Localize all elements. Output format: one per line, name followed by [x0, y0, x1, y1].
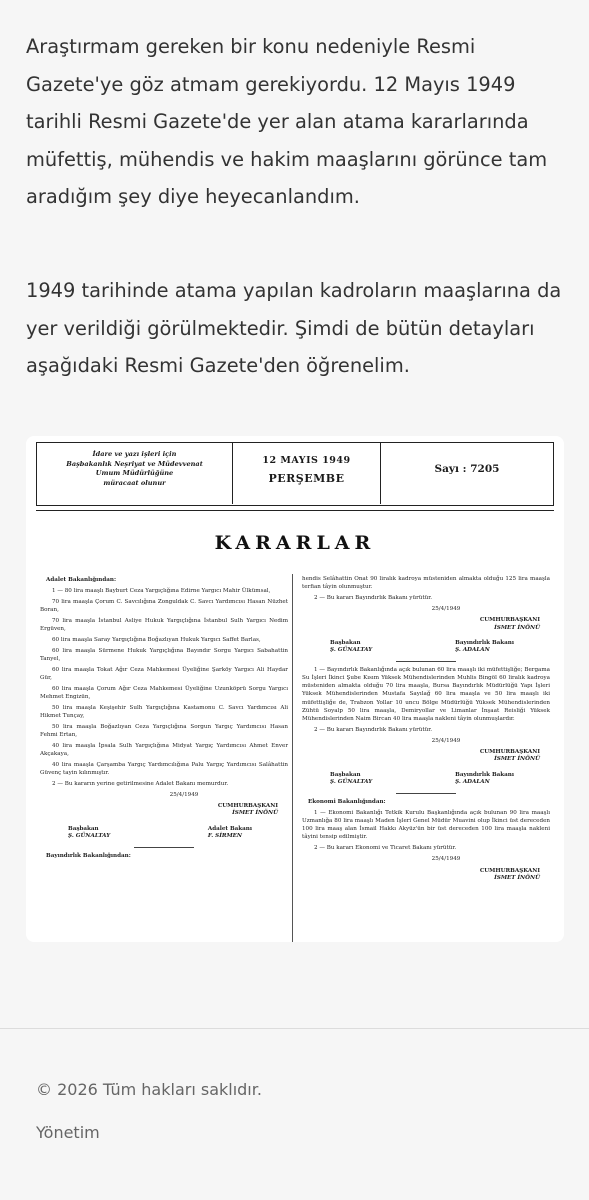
signatory-title: Bayındırlık Bakanı [455, 639, 514, 646]
signatory-name: F. SİRMEN [207, 833, 243, 840]
masthead-contact-line: Umum Müdürlüğüne [95, 469, 174, 477]
decree-item: 50 lira maaşla Boğazlıyan Ceza Yargıçlığına Sorgun Yargıç Yardımcısı Hasan Fehmi Ertan, [40, 723, 288, 738]
decree-item: 70 lira maaşla İstanbul Asliye Hukuk Yargıçlığına İstanbul Sulh Yargıcı Nedim Ergüven, [40, 618, 288, 633]
section-rule [396, 661, 456, 662]
decree-item: 50 lira maaşla Keşişehir Sulh Yargıçlığına Kastamonu C. Savcı Yardımcısı Ali Hikmet Tunçay, [40, 704, 288, 719]
section-title: Bayındırlık Bakanlığından: [46, 852, 131, 859]
signatory-name: Ş. GÜNALTAY [330, 647, 373, 654]
footer-divider [0, 1028, 589, 1029]
president-signature [302, 617, 540, 631]
president-title: CUMHURBAŞKANI [479, 617, 540, 624]
masthead-contact-line: Başbakanlık Neşriyat ve Müdevvenat [66, 459, 203, 468]
site-footer [36, 1080, 262, 1142]
president-title: CUMHURBAŞKANI [217, 803, 278, 810]
gazette-heading: KARARLAR [214, 532, 376, 554]
admin-link[interactable]: Yönetim [36, 1123, 100, 1142]
gazette-day: PERŞEMBE [268, 472, 345, 485]
gazette-right-column [302, 575, 550, 882]
president-signature [302, 868, 540, 882]
section-rule [134, 847, 194, 848]
article-paragraph-2: 1949 tarihinde atama yapılan kadroların maaşlarına da yer verildiği görülmektedir. Şimdi de bütün detayları aşağıdaki Resmi Gazete'den öğrenelim. [26, 279, 562, 377]
masthead-contact-line: İdare ve yazı işleri için [92, 450, 177, 458]
decree-date: 25/4/1949 [431, 856, 461, 863]
minister-signatures [330, 640, 514, 655]
decree-item: 40 lira maaşla Çarşamba Yargıç Yardımcılığına Palu Yargıç Yardımcısı Salâhattin Güvenç tayin kılınmıştır. [40, 761, 288, 776]
decree-date: 25/4/1949 [169, 792, 199, 798]
president-title: CUMHURBAŞKANI [479, 867, 540, 874]
signatory-name: Ş. ADALAN [455, 647, 490, 654]
gazette-left-column [40, 576, 288, 863]
article-paragraph-1: Araştırmam gereken bir konu nedeniyle Resmi Gazete'ye göz atmam gerekiyordu. 12 Mayıs 1949 tarihli Resmi Gazete'de yer alan atama kararlarında müfettiş, mühendis ve hakim maaşlarını görünce tam aradığım şey diye heyecanlandım. [26, 35, 548, 208]
signatory-title: Bayındırlık Bakanı [455, 771, 514, 778]
decree-note: 2 — Bu kararın yerine getirilmesine Adalet Bakanı memurdur. [52, 780, 229, 787]
president-signature [302, 749, 540, 763]
resmi-gazete-image [26, 436, 564, 942]
gazette-issue-number: Sayı : 7205 [434, 463, 500, 475]
column-separator [292, 574, 293, 942]
president-name: İSMET İNÖNÜ [494, 756, 540, 763]
masthead-rule [36, 510, 554, 511]
section-rule [396, 793, 456, 794]
decree-item: 60 lira maaşla Saray Yargıçlığına Boğazlıyan Hukuk Yargıcı Saffet Barlas, [52, 637, 261, 643]
signatory-title: Adalet Bakanı [207, 825, 252, 832]
signatory-title: Başbakan [68, 825, 99, 832]
gazette-date: 12 MAYIS 1949 [262, 455, 351, 466]
decree-date: 25/4/1949 [431, 606, 461, 613]
decree-note: 2 — Bu kararı Ekonomi ve Ticaret Bakanı yürütür. [314, 845, 457, 852]
president-signature [40, 803, 278, 817]
decree-item: 60 lira maaşla Çorum Ağır Ceza Mahkemesi Üyeliğine Uzunköprü Sorgu Yargıcı Mehmet Engizün, [40, 685, 288, 700]
signatory-name: Ş. GÜNALTAY [68, 833, 111, 840]
decree-item: 60 lira maaşla Tokat Ağır Ceza Mahkemesi Üyeliğine Şarköy Yargıcı Ali Haydar Gür, [40, 666, 288, 681]
masthead-date-box [233, 443, 381, 504]
president-name: İSMET İNÖNÜ [232, 810, 278, 817]
president-title: CUMHURBAŞKANI [479, 749, 540, 756]
decree-date: 25/4/1949 [431, 738, 461, 745]
decree-item: 1 — 80 lira maaşlı Bayburt Ceza Yargıçlığına Edirne Yargıcı Mahir Ülkümsal, [52, 588, 271, 595]
decree-item: hendis Selâhattin Onat 90 liralık kadroya müsteniden almakta olduğu 125 lira maaşla terfian tâyin olunmuştur. [302, 576, 550, 591]
decree-item: 70 lira maaşla Çorum C. Savcılığına Zonguldak C. Savcı Yardımcısı Hasan Nüzhet Boran, [40, 599, 288, 614]
decree-note: 2 — Bu kararı Bayındırlık Bakanı yürütür. [314, 595, 433, 601]
decree-item: 40 lira maaşla İpsala Sulh Yargıçlığına Midyat Yargıç Yardımcısı Ahmet Enver Akçakaya, [40, 742, 288, 757]
signatory-title: Başbakan [330, 639, 361, 646]
masthead-contact-line: müracaat olunur [103, 478, 166, 487]
copyright-text: © 2026 Tüm hakları saklıdır. [36, 1080, 262, 1099]
decree-note: 2 — Bu kararı Bayındırlık Bakanı yürütür. [314, 726, 433, 733]
signatory-name: Ş. GÜNALTAY [330, 779, 373, 786]
minister-signatures [330, 772, 514, 787]
decree-item: 60 lira maaşla Sürmene Hukuk Yargıçlığına Bayındır Sorgu Yargıcı Sabahattin Tanyel, [40, 647, 288, 662]
minister-signatures [68, 826, 252, 841]
masthead-contact-box [37, 443, 233, 504]
decree-item: 1 — Bayındırlık Bakanlığında açık bulunan 60 lira maaşlı iki müfettişliğe; Bergama Su İşleri İkinci Şube Kısım Yüksek Mühendislerinden Muhlis Bingöl 60 liralık kadroya müsteniden almakta olduğu 70 lira maaşla, Bursa Bayındırlık Müdürlüğü Yapı İşleri Yüksek Mühendislerinden Mustafa Sayılağ 60 lira maaşla ve 50 lira maaşlı iki müfettişliğe de, Trabzon Yollar 10 uncu Bölge Müdürlüğü Yüksek Mühendislerinden Zühtü Soyalp 50 lira maaşla, Demiryollar ve Limanlar İnşaat Reisliği Yüksek Mühendislerinden Naim Bircan 40 lira maaşla nakleni tâyin olunmuşlardır. [302, 666, 550, 723]
president-name: İSMET İNÖNÜ [494, 624, 540, 631]
signatory-title: Başbakan [330, 771, 361, 778]
section-title: Adalet Bakanlığından: [46, 577, 117, 583]
signatory-name: Ş. ADALAN [455, 779, 490, 786]
decree-item: 1 — Ekonomi Bakanlığı Tetkik Kurulu Başkanlığında açık bulunan 90 lira maaşlı Uzmanlığa 80 lira maaşlı Maden İşleri Genel Müdür Muavini olup İkinci üst dereceden 100 lira maaş alan İsmail Hakkı Akyüz'ün bir üst dereceden 100 lira maaşla nakleni tâyini tensip edilmiştir. [302, 809, 550, 841]
section-title: Ekonomi Bakanlığından: [308, 798, 386, 805]
gazette-masthead [36, 442, 554, 506]
president-name: İSMET İNÖNÜ [494, 874, 540, 881]
